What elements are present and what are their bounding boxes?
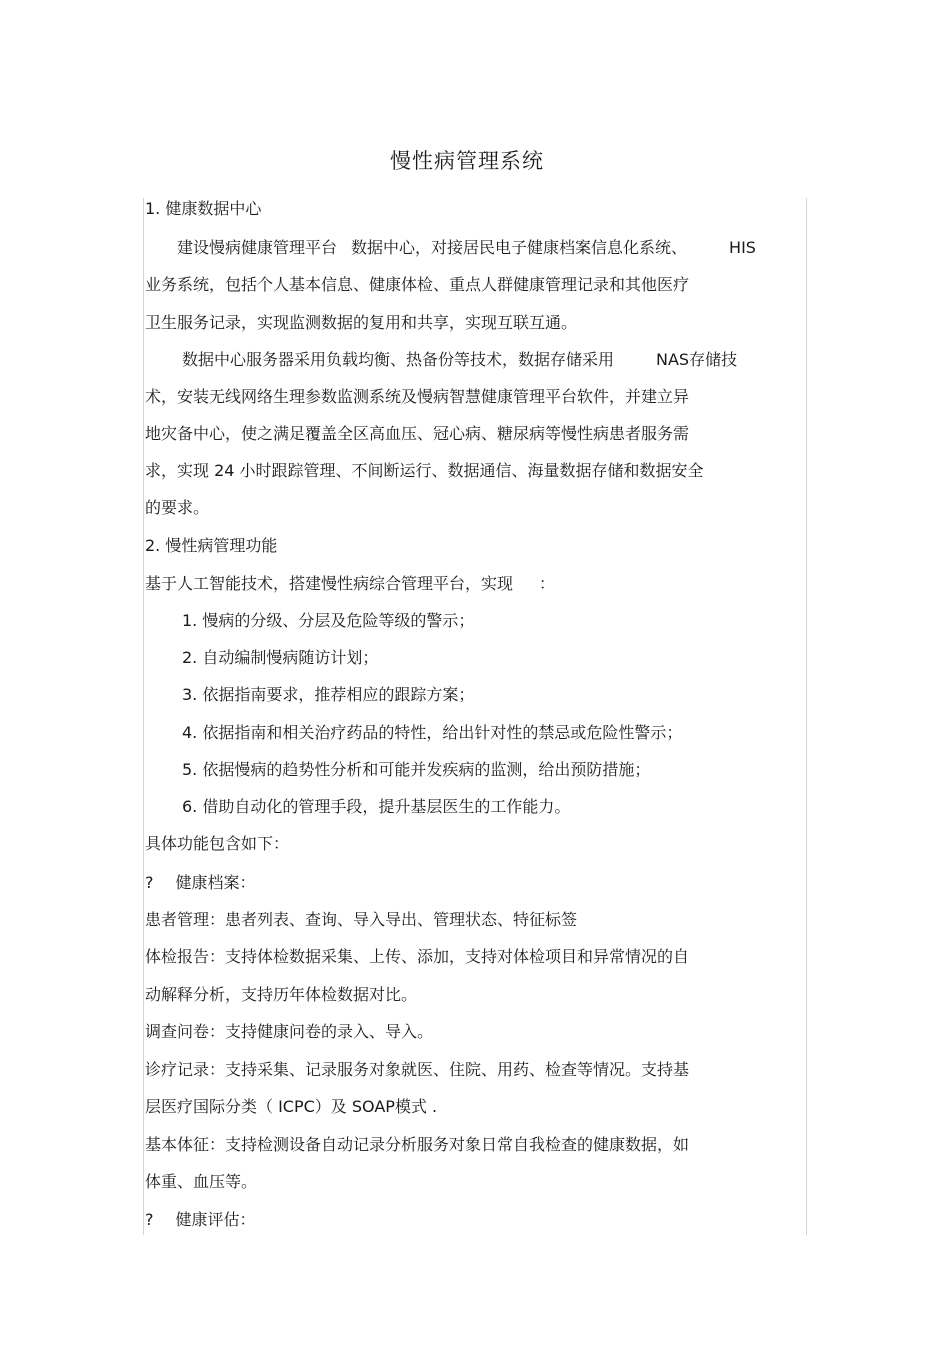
paragraph-line: 求，实现 24 小时跟踪管理、不间断运行、数据通信、海量数据存储和数据安全 (145, 461, 704, 480)
paragraph-fragment: ： (539, 574, 556, 593)
paragraph-line: 体重、血压等。 (145, 1172, 258, 1191)
list-item: 6. 借助自动化的管理手段，提升基层医生的工作能力。 (182, 797, 571, 816)
paragraph-line: 地灾备中心，使之满足覆盖全区高血压、冠心病、糖尿病等慢性病患者服务需 (145, 424, 690, 443)
list-item: 5. 依据慢病的趋势性分析和可能并发疾病的监测，给出预防措施； (182, 760, 651, 779)
paragraph-fragment: 数据中心服务器采用负载均衡、热备份等技术，数据存储采用 (182, 350, 615, 369)
bullet-heading (145, 1208, 256, 1232)
list-item: 2. 自动编制慢病随访计划； (182, 648, 379, 667)
list-item: 1. 慢病的分级、分层及危险等级的警示； (182, 611, 475, 630)
paragraph-fragment: 数据中心，对接居民电子健康档案信息化系统、 (351, 238, 688, 257)
section1-heading: 1. 健康数据中心 (145, 199, 262, 218)
paragraph-line: 具体功能包含如下： (145, 834, 290, 853)
paragraph-line: 体检报告：支持体检数据采集、上传、添加，支持对体检项目和异常情况的自 (145, 947, 690, 966)
paragraph-line: 动解释分析，支持历年体检数据对比。 (145, 985, 418, 1004)
bullet-glyph: ? (145, 873, 154, 892)
document-title: 慢性病管理系统 (390, 149, 544, 173)
paragraph-line: 术，安装无线网络生理参数监测系统及慢病智慧健康管理平台软件，并建立异 (145, 387, 690, 406)
section2-heading: 2. 慢性病管理功能 (145, 536, 278, 555)
paragraph-fragment: NAS存储技 (656, 350, 738, 369)
paragraph-line: 诊疗记录：支持采集、记录服务对象就医、住院、用药、检查等情况。支持基 (145, 1060, 690, 1079)
paragraph-fragment: HIS (729, 238, 756, 257)
paragraph-line (182, 348, 737, 372)
paragraph-line (145, 572, 555, 596)
paragraph-line: 的要求。 (145, 498, 210, 517)
paragraph-fragment: 建设慢病健康管理平台 (177, 238, 338, 257)
bullet-glyph: ? (145, 1210, 154, 1229)
paragraph-line: 卫生服务记录，实现监测数据的复用和共享，实现互联互通。 (145, 313, 578, 332)
bullet-heading-text: 健康档案： (175, 873, 256, 892)
paragraph-line: 调查问卷：支持健康问卷的录入、导入。 (145, 1022, 434, 1041)
paragraph-fragment: 基于人工智能技术，搭建慢性病综合管理平台，实现 (145, 574, 514, 593)
list-item: 3. 依据指南要求，推荐相应的跟踪方案； (182, 685, 475, 704)
paragraph-line (177, 236, 756, 260)
page-border-right (806, 198, 807, 1235)
bullet-heading-text: 健康评估： (175, 1210, 256, 1229)
list-item: 4. 依据指南和相关治疗药品的特性，给出针对性的禁忌或危险性警示； (182, 723, 683, 742)
paragraph-line: 基本体征：支持检测设备自动记录分析服务对象日常自我检查的健康数据，如 (145, 1135, 690, 1154)
bullet-heading (145, 871, 256, 895)
paragraph-line: 层医疗国际分类（ ICPC）及 SOAP模式 . (145, 1097, 438, 1116)
page-border-left (143, 198, 144, 1235)
paragraph-line: 业务系统，包括个人基本信息、健康体检、重点人群健康管理记录和其他医疗 (145, 275, 690, 294)
paragraph-line: 患者管理：患者列表、查询、导入导出、管理状态、特征标签 (145, 910, 578, 929)
